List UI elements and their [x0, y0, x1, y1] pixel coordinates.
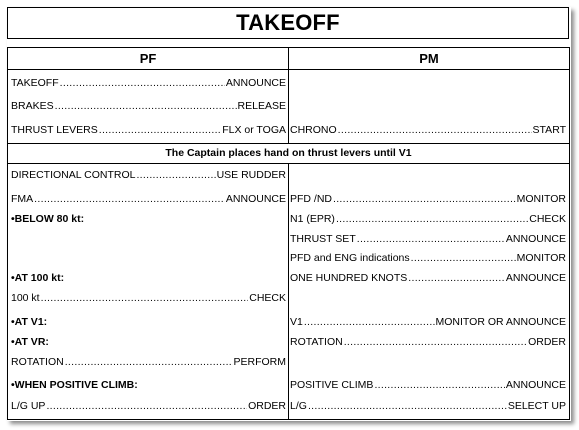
row-action: CHECK	[529, 213, 566, 225]
pm-row-pfd-eng	[290, 250, 566, 266]
row-action: START	[532, 124, 566, 136]
pf-column-header: PF	[139, 50, 157, 66]
row-action: ANNOUNCE	[505, 379, 566, 391]
leader-dots	[357, 231, 505, 247]
row-action: ORDER	[248, 400, 286, 412]
pm-column-header: PM	[419, 50, 439, 66]
row-action: ANNOUNCE	[225, 193, 286, 205]
captain-note: The Captain places hand on thrust levers until V1	[165, 147, 412, 159]
pf-subheading-at-vr: •AT VR:	[11, 336, 49, 348]
pf-subheading-at-100: •AT 100 kt:	[11, 272, 65, 284]
row-action: CHECK	[249, 292, 286, 304]
leader-dots	[60, 75, 225, 91]
pm-row-chrono	[290, 122, 566, 138]
leader-dots	[333, 191, 516, 207]
pm-row-lg	[290, 398, 566, 414]
row-action: SELECT UP	[507, 400, 566, 412]
row-action: FLX or TOGA	[222, 124, 286, 136]
leader-dots	[336, 211, 528, 227]
pm-row-positive-climb	[290, 377, 566, 393]
pf-row-100kt	[11, 290, 286, 306]
leader-dots	[46, 398, 247, 414]
pf-row-fma	[11, 191, 286, 207]
row-item: ROTATION	[11, 356, 64, 368]
pf-row-rotation	[11, 354, 286, 370]
leader-dots	[338, 122, 532, 138]
column-divider-top	[288, 47, 289, 143]
pf-row-lg-up	[11, 398, 286, 414]
pf-subheading-below-80: •BELOW 80 kt:	[11, 213, 85, 225]
row-item: FMA	[11, 193, 34, 205]
row-item: THRUST LEVERS	[11, 124, 98, 136]
pm-row-v1	[290, 314, 566, 330]
row-action: PERFORM	[233, 356, 286, 368]
row-item: L/G UP	[11, 400, 46, 412]
row-item: THRUST SET	[290, 233, 356, 245]
row-action: ANNOUNCE	[505, 233, 566, 245]
row-action: MONITOR	[516, 252, 566, 264]
leader-dots	[308, 398, 507, 414]
leader-dots	[374, 377, 504, 393]
leader-dots	[408, 270, 505, 286]
pf-row-brakes	[11, 98, 286, 114]
pm-row-pfd-nd	[290, 191, 566, 207]
row-action: ANNOUNCE	[225, 77, 286, 89]
row-item: DIRECTIONAL CONTROL	[11, 169, 136, 181]
leader-dots	[55, 98, 237, 114]
row-item: BRAKES	[11, 100, 54, 112]
leader-dots	[65, 354, 233, 370]
pf-row-directional-control	[11, 167, 286, 183]
row-item: ROTATION	[290, 336, 343, 348]
row-item: POSITIVE CLIMB	[290, 379, 374, 391]
pf-row-takeoff	[11, 75, 286, 91]
pm-row-one-hundred-knots	[290, 270, 566, 286]
row-action: MONITOR OR ANNOUNCE	[435, 316, 566, 328]
row-item: CHRONO	[290, 124, 337, 136]
row-action: ORDER	[528, 336, 566, 348]
pf-subheading-at-v1: •AT V1:	[11, 316, 48, 328]
leader-dots	[34, 191, 225, 207]
leader-dots	[41, 290, 249, 306]
pf-subheading-positive-climb: •WHEN POSITIVE CLIMB:	[11, 379, 138, 391]
pm-row-thrust-set	[290, 231, 566, 247]
row-item: PFD /ND	[290, 193, 332, 205]
row-item: V1	[290, 316, 303, 328]
row-item: 100 kt	[11, 292, 40, 304]
column-divider-bottom	[288, 163, 289, 420]
leader-dots	[411, 250, 516, 266]
row-action: USE RUDDER	[216, 169, 286, 181]
leader-dots	[304, 314, 435, 330]
row-action: ANNOUNCE	[505, 272, 566, 284]
row-action: MONITOR	[516, 193, 566, 205]
row-item: TAKEOFF	[11, 77, 59, 89]
pm-row-n1	[290, 211, 566, 227]
leader-dots	[344, 334, 527, 350]
row-item: L/G	[290, 400, 307, 412]
row-item: N1 (EPR)	[290, 213, 335, 225]
pf-row-thrust-levers	[11, 122, 286, 138]
page-title: TAKEOFF	[236, 10, 340, 35]
pm-row-rotation	[290, 334, 566, 350]
row-item: PFD and ENG indications	[290, 252, 410, 264]
row-action: RELEASE	[237, 100, 286, 112]
row-item: ONE HUNDRED KNOTS	[290, 272, 408, 284]
leader-dots	[136, 167, 215, 183]
title-box	[7, 7, 569, 39]
note-divider-top	[7, 143, 570, 144]
leader-dots	[99, 122, 221, 138]
